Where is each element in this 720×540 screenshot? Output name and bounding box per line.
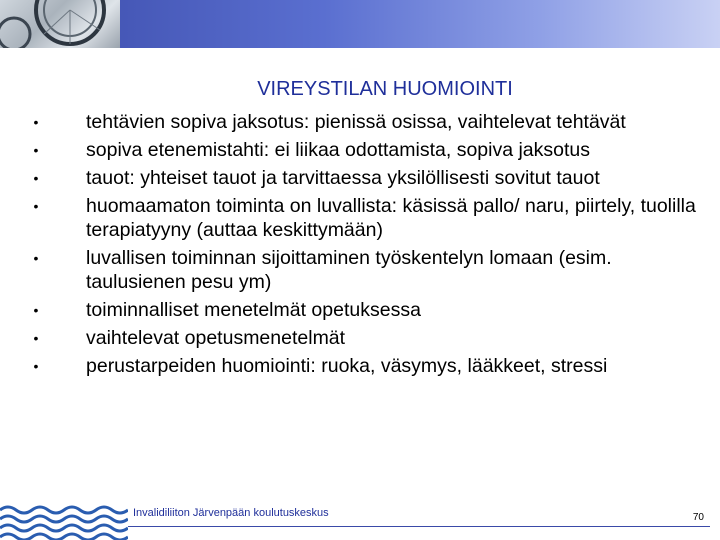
bullet-icon: • [33,170,39,186]
bullet-icon: • [33,250,39,266]
bullet-list [26,110,696,382]
bullet-icon: • [33,198,39,214]
list-item [26,354,696,378]
wheelchair-photo [0,0,120,48]
list-item [26,298,696,322]
bullet-icon: • [33,358,39,374]
bullet-text: perustarpeiden huomiointi: ruoka, väsymys, lääkkeet, stressi [86,355,608,377]
list-item [26,326,696,350]
bullet-text: tehtävien sopiva jaksotus: pienissä osissa, vaihtelevat tehtävät [86,111,626,133]
bullet-text: tauot: yhteiset tauot ja tarvittaessa yksilöllisesti sovitut tauot [86,167,600,189]
bullet-text: huomaamaton toiminta on luvallista: käsissä pallo/ naru, piirtely, tuolilla terapiatyyny (auttaa keskittymään) [86,195,696,241]
list-item [26,166,696,190]
bullet-icon: • [33,142,39,158]
footer-divider [128,526,710,527]
footer-organization: Invalidiliiton Järvenpään koulutuskeskus [133,507,329,519]
bullet-text: vaihtelevat opetusmenetelmät [86,327,346,349]
waves-logo-icon [0,500,128,540]
bullet-text: sopiva etenemistahti: ei liikaa odottamista, sopiva jaksotus [86,139,591,161]
bullet-text: luvallisen toiminnan sijoittaminen työskentelyn lomaan (esim. taulusienen pesu ym) [86,247,612,293]
page-number: 70 [692,512,704,523]
list-item [26,246,696,294]
list-item [26,194,696,242]
slide-title: VIREYSTILAN HUOMIOINTI [257,78,513,100]
list-item [26,110,696,134]
bullet-icon: • [33,302,39,318]
list-item [26,138,696,162]
bullet-icon: • [33,114,39,130]
bullet-text: toiminnalliset menetelmät opetuksessa [86,299,421,321]
bullet-icon: • [33,330,39,346]
